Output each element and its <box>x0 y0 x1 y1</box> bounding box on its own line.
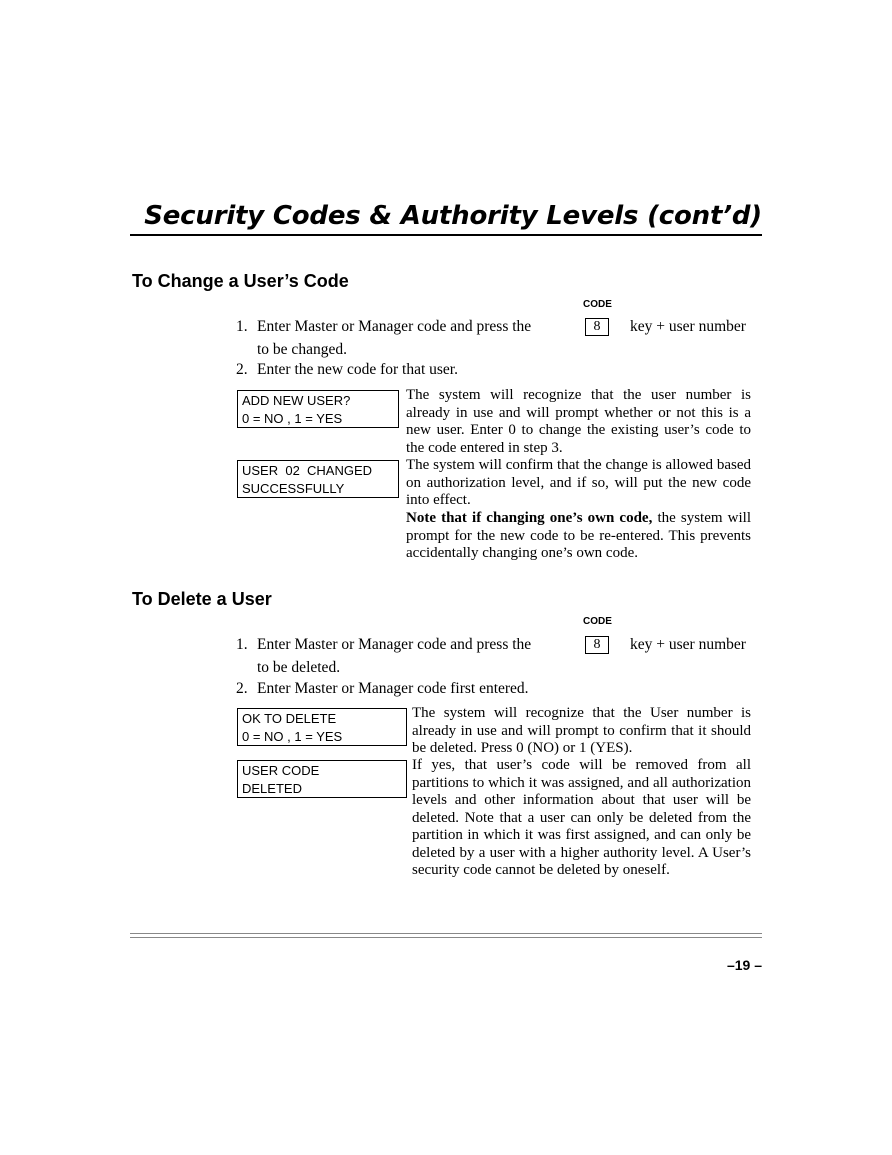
display-line-1: USER 02 CHANGED <box>242 463 373 478</box>
display-line-2: 0 = NO , 1 = YES <box>242 729 343 744</box>
step-1-after-text: key + user number <box>630 636 746 653</box>
delete-step-2 <box>236 678 529 699</box>
code-key-label: CODE <box>583 299 612 310</box>
step-1-continuation: to be deleted. <box>257 659 341 676</box>
own-code-note <box>406 510 751 563</box>
add-new-user-description <box>406 387 751 457</box>
description-text: The system will recognize that the user number is already in use and will prompt whether or not this is a new user. Enter 0 to change the existing user’s code to the code entered in step 3. <box>406 387 751 456</box>
step-number: 2. <box>236 680 248 697</box>
user-changed-description <box>406 457 751 510</box>
description-text: The system will confirm that the change is allowed based on authorization level, and if so, will put the new code into effect. <box>406 457 751 508</box>
step-1-text: Enter Master or Manager code and press the <box>257 636 532 653</box>
display-line-2: 0 = NO , 1 = YES <box>242 411 343 426</box>
code-key-label: CODE <box>583 616 612 627</box>
keypad-display-ok-to-delete <box>237 708 407 746</box>
step-1-continuation: to be changed. <box>257 341 347 358</box>
display-line-2: SUCCESSFULLY <box>242 481 345 496</box>
ok-to-delete-description <box>412 705 751 758</box>
step-number: 2. <box>236 361 248 378</box>
code-key-8: 8 <box>585 636 609 654</box>
page-number: –19 – <box>726 957 762 973</box>
display-line-1: OK TO DELETE <box>242 711 337 726</box>
description-text: The system will recognize that the User number is already in use and will prompt to confirm that it should be deleted. Press 0 (NO) or 1 (YES). <box>412 705 751 756</box>
page-title: Security Codes & Authority Levels (cont’d) <box>144 201 762 231</box>
step-2-text: Enter the new code for that user. <box>257 361 458 378</box>
change-step-2 <box>236 359 458 380</box>
keypad-display-add-new-user <box>237 390 399 428</box>
step-number: 1. <box>236 636 248 653</box>
delete-user-heading: To Delete a User <box>132 589 272 609</box>
step-2-text: Enter Master or Manager code first entered. <box>257 680 529 697</box>
keypad-display-user-changed <box>237 460 399 498</box>
change-step-1 <box>236 316 531 337</box>
step-number: 1. <box>236 318 248 335</box>
delete-step-1 <box>236 634 531 655</box>
step-1-text: Enter Master or Manager code and press the <box>257 318 532 335</box>
display-line-1: ADD NEW USER? <box>242 393 351 408</box>
footer-rule <box>130 933 762 938</box>
title-rule <box>130 234 762 236</box>
note-bold-text: Note that if changing one’s own code, <box>406 510 653 526</box>
keypad-display-user-code-deleted <box>237 760 407 798</box>
description-text: If yes, that user’s code will be removed from all partitions to which it was assigned, and all authorization levels and other information about that user will be deleted. Note that a user can only be deleted from the partition in which it was first assigned, and can only be deleted by a user with a higher authority level. A User’s security code cannot be deleted by oneself. <box>412 757 751 878</box>
change-code-heading: To Change a User’s Code <box>132 271 349 291</box>
note-text: the system will prompt for the new code to be re-entered. This prevents accidentally changing one’s own code. <box>406 510 751 561</box>
code-key-8: 8 <box>585 318 609 336</box>
display-line-2: DELETED <box>242 781 302 796</box>
step-1-after-text: key + user number <box>630 318 746 335</box>
user-code-deleted-description <box>412 757 751 880</box>
display-line-1: USER CODE <box>242 763 320 778</box>
